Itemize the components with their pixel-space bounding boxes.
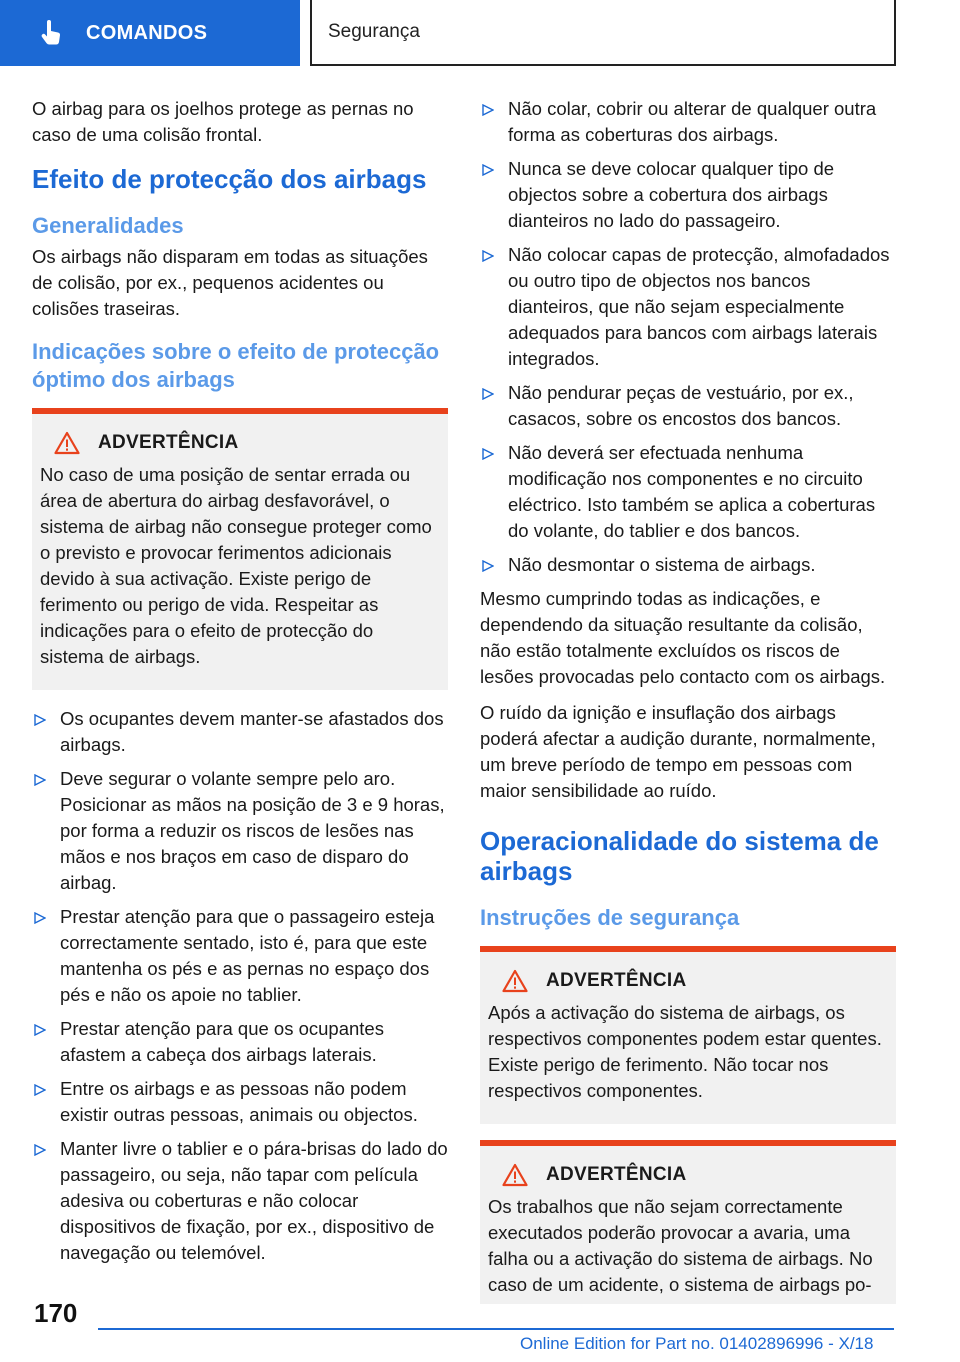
list-item: Não desmontar o sistema de airbags. bbox=[480, 552, 896, 578]
warning-triangle-icon bbox=[502, 1163, 528, 1187]
warning-box bbox=[32, 408, 448, 690]
list-item: Não pendurar peças de vestuário, por ex., casacos, sobre os encostos dos bancos. bbox=[480, 380, 896, 432]
list-item: Não colar, cobrir ou alterar de qualquer outra forma as coberturas dos airbags. bbox=[480, 96, 896, 148]
edition-note: Online Edition for Part no. 01402896996 - X/18 bbox=[520, 1334, 874, 1353]
paragraph-noise: O ruído da ignição e insuflação dos airbags poderá afectar a audição durante, normalmente, um breve período de tempo em pessoas com maior sensibilidade ao ruído. bbox=[480, 702, 876, 801]
warning-box bbox=[480, 946, 896, 1124]
breadcrumb bbox=[310, 0, 896, 66]
arrow-bullet-icon bbox=[34, 714, 46, 726]
warning-title: ADVERTÊNCIA bbox=[546, 1164, 687, 1185]
arrow-bullet-icon bbox=[34, 912, 46, 924]
arrow-bullet-icon bbox=[482, 388, 494, 400]
arrow-bullet-icon bbox=[482, 448, 494, 460]
list-item: Os ocupantes devem manter-se afastados dos airbags. bbox=[32, 706, 448, 758]
paragraph-risks: Mesmo cumprindo todas as indicações, e dependendo da situação resultante da colisão, não estão totalmente excluídos os riscos de lesões provocadas pelo contacto com os airbags. bbox=[480, 588, 886, 687]
arrow-bullet-icon bbox=[34, 1024, 46, 1036]
arrow-bullet-icon bbox=[34, 1084, 46, 1096]
arrow-bullet-icon bbox=[482, 250, 494, 262]
right-column bbox=[480, 96, 896, 1320]
intro-paragraph: O airbag para os joelhos protege as pernas no caso de uma colisão frontal. bbox=[32, 98, 414, 145]
warning-header bbox=[488, 968, 888, 994]
warning-title: ADVERTÊNCIA bbox=[546, 970, 687, 991]
list-item: Não deverá ser efectuada nenhuma modificação nos componentes e no circuito eléctrico. Isto também se aplica a coberturas do volante, do tablier e dos bancos. bbox=[480, 440, 896, 544]
warning-title: ADVERTÊNCIA bbox=[98, 432, 239, 453]
left-column bbox=[32, 96, 448, 1274]
arrow-bullet-icon bbox=[482, 164, 494, 176]
page-number: 170 bbox=[34, 1298, 78, 1328]
warning-text: No caso de uma posição de sentar errada ou área de abertura do airbag desfavorável, o sistema de airbag não consegue proteger como o previsto e provocar ferimentos adicionais devido à sua activação. Existe perigo de ferimento ou perigo de vida. Respeitar as indicações para o efeito de protecção do sistema de airbags. bbox=[40, 464, 432, 667]
arrow-bullet-icon bbox=[482, 104, 494, 116]
section-title: COMANDOS bbox=[86, 21, 208, 44]
arrow-bullet-icon bbox=[34, 774, 46, 786]
warning-triangle-icon bbox=[54, 431, 80, 455]
breadcrumb-label: Segurança bbox=[328, 21, 420, 42]
warning-header bbox=[488, 1162, 888, 1188]
warning-text: Após a activação do sistema de airbags, os respectivos componentes podem estar quentes. Existe perigo de ferimento. Não tocar nos respectivos componentes. bbox=[488, 1002, 882, 1101]
bullet-list bbox=[32, 706, 448, 1266]
arrow-bullet-icon bbox=[34, 1144, 46, 1156]
list-item: Entre os airbags e as pessoas não podem existir outras pessoas, animais ou objectos. bbox=[32, 1076, 448, 1128]
warning-text: Os trabalhos que não sejam correctamente executados poderão provocar a avaria, uma falha ou a activação do sistema de airbags. No caso de um acidente, o sistema de airbags po- bbox=[488, 1196, 873, 1295]
hand-pointer-icon bbox=[38, 20, 64, 46]
list-item: Não colocar capas de protecção, almofadados ou outro tipo de objectos nos bancos dianteiros, que não sejam especialmente adequados para bancos com airbags laterais integrados. bbox=[480, 242, 896, 372]
bullet-list bbox=[480, 96, 896, 578]
list-item: Prestar atenção para que os ocupantes afastem a cabeça dos airbags laterais. bbox=[32, 1016, 448, 1068]
list-item: Nunca se deve colocar qualquer tipo de objectos sobre a cobertura dos airbags dianteiros no lado do passageiro. bbox=[480, 156, 896, 234]
subheading-general: Generalidades bbox=[32, 213, 184, 238]
warning-box bbox=[480, 1140, 896, 1304]
warning-triangle-icon bbox=[502, 969, 528, 993]
page-header bbox=[0, 0, 960, 66]
warning-header bbox=[40, 430, 440, 456]
section-tab[interactable] bbox=[0, 0, 300, 66]
footer-divider bbox=[98, 1328, 894, 1330]
list-item: Prestar atenção para que o passageiro esteja correctamente sentado, isto é, para que este mantenha os pés e as pernas no espaço dos pés e não os apoie no tablier. bbox=[32, 904, 448, 1008]
arrow-bullet-icon bbox=[482, 560, 494, 572]
section-heading: Operacionalidade do sistema de airbags bbox=[480, 826, 879, 886]
list-item: Manter livre o tablier e o pára-brisas do lado do passageiro, ou seja, não tapar com película adesiva ou coberturas e não colocar dispositivos de fixação, por ex., dispositivo de navegação ou telemóvel. bbox=[32, 1136, 448, 1266]
section-heading: Efeito de protecção dos airbags bbox=[32, 164, 427, 194]
list-item: Deve segurar o volante sempre pelo aro. Posicionar as mãos na posição de 3 e 9 horas, por forma a reduzir os riscos de lesões nas mãos e nos braços em caso de disparo do airbag. bbox=[32, 766, 448, 896]
subheading-indications: Indicações sobre o efeito de protecção óptimo dos airbags bbox=[32, 339, 440, 392]
subheading-safety: Instruções de segurança bbox=[480, 905, 740, 930]
general-paragraph: Os airbags não disparam em todas as situações de colisão, por ex., pequenos acidentes ou colisões traseiras. bbox=[32, 246, 428, 319]
